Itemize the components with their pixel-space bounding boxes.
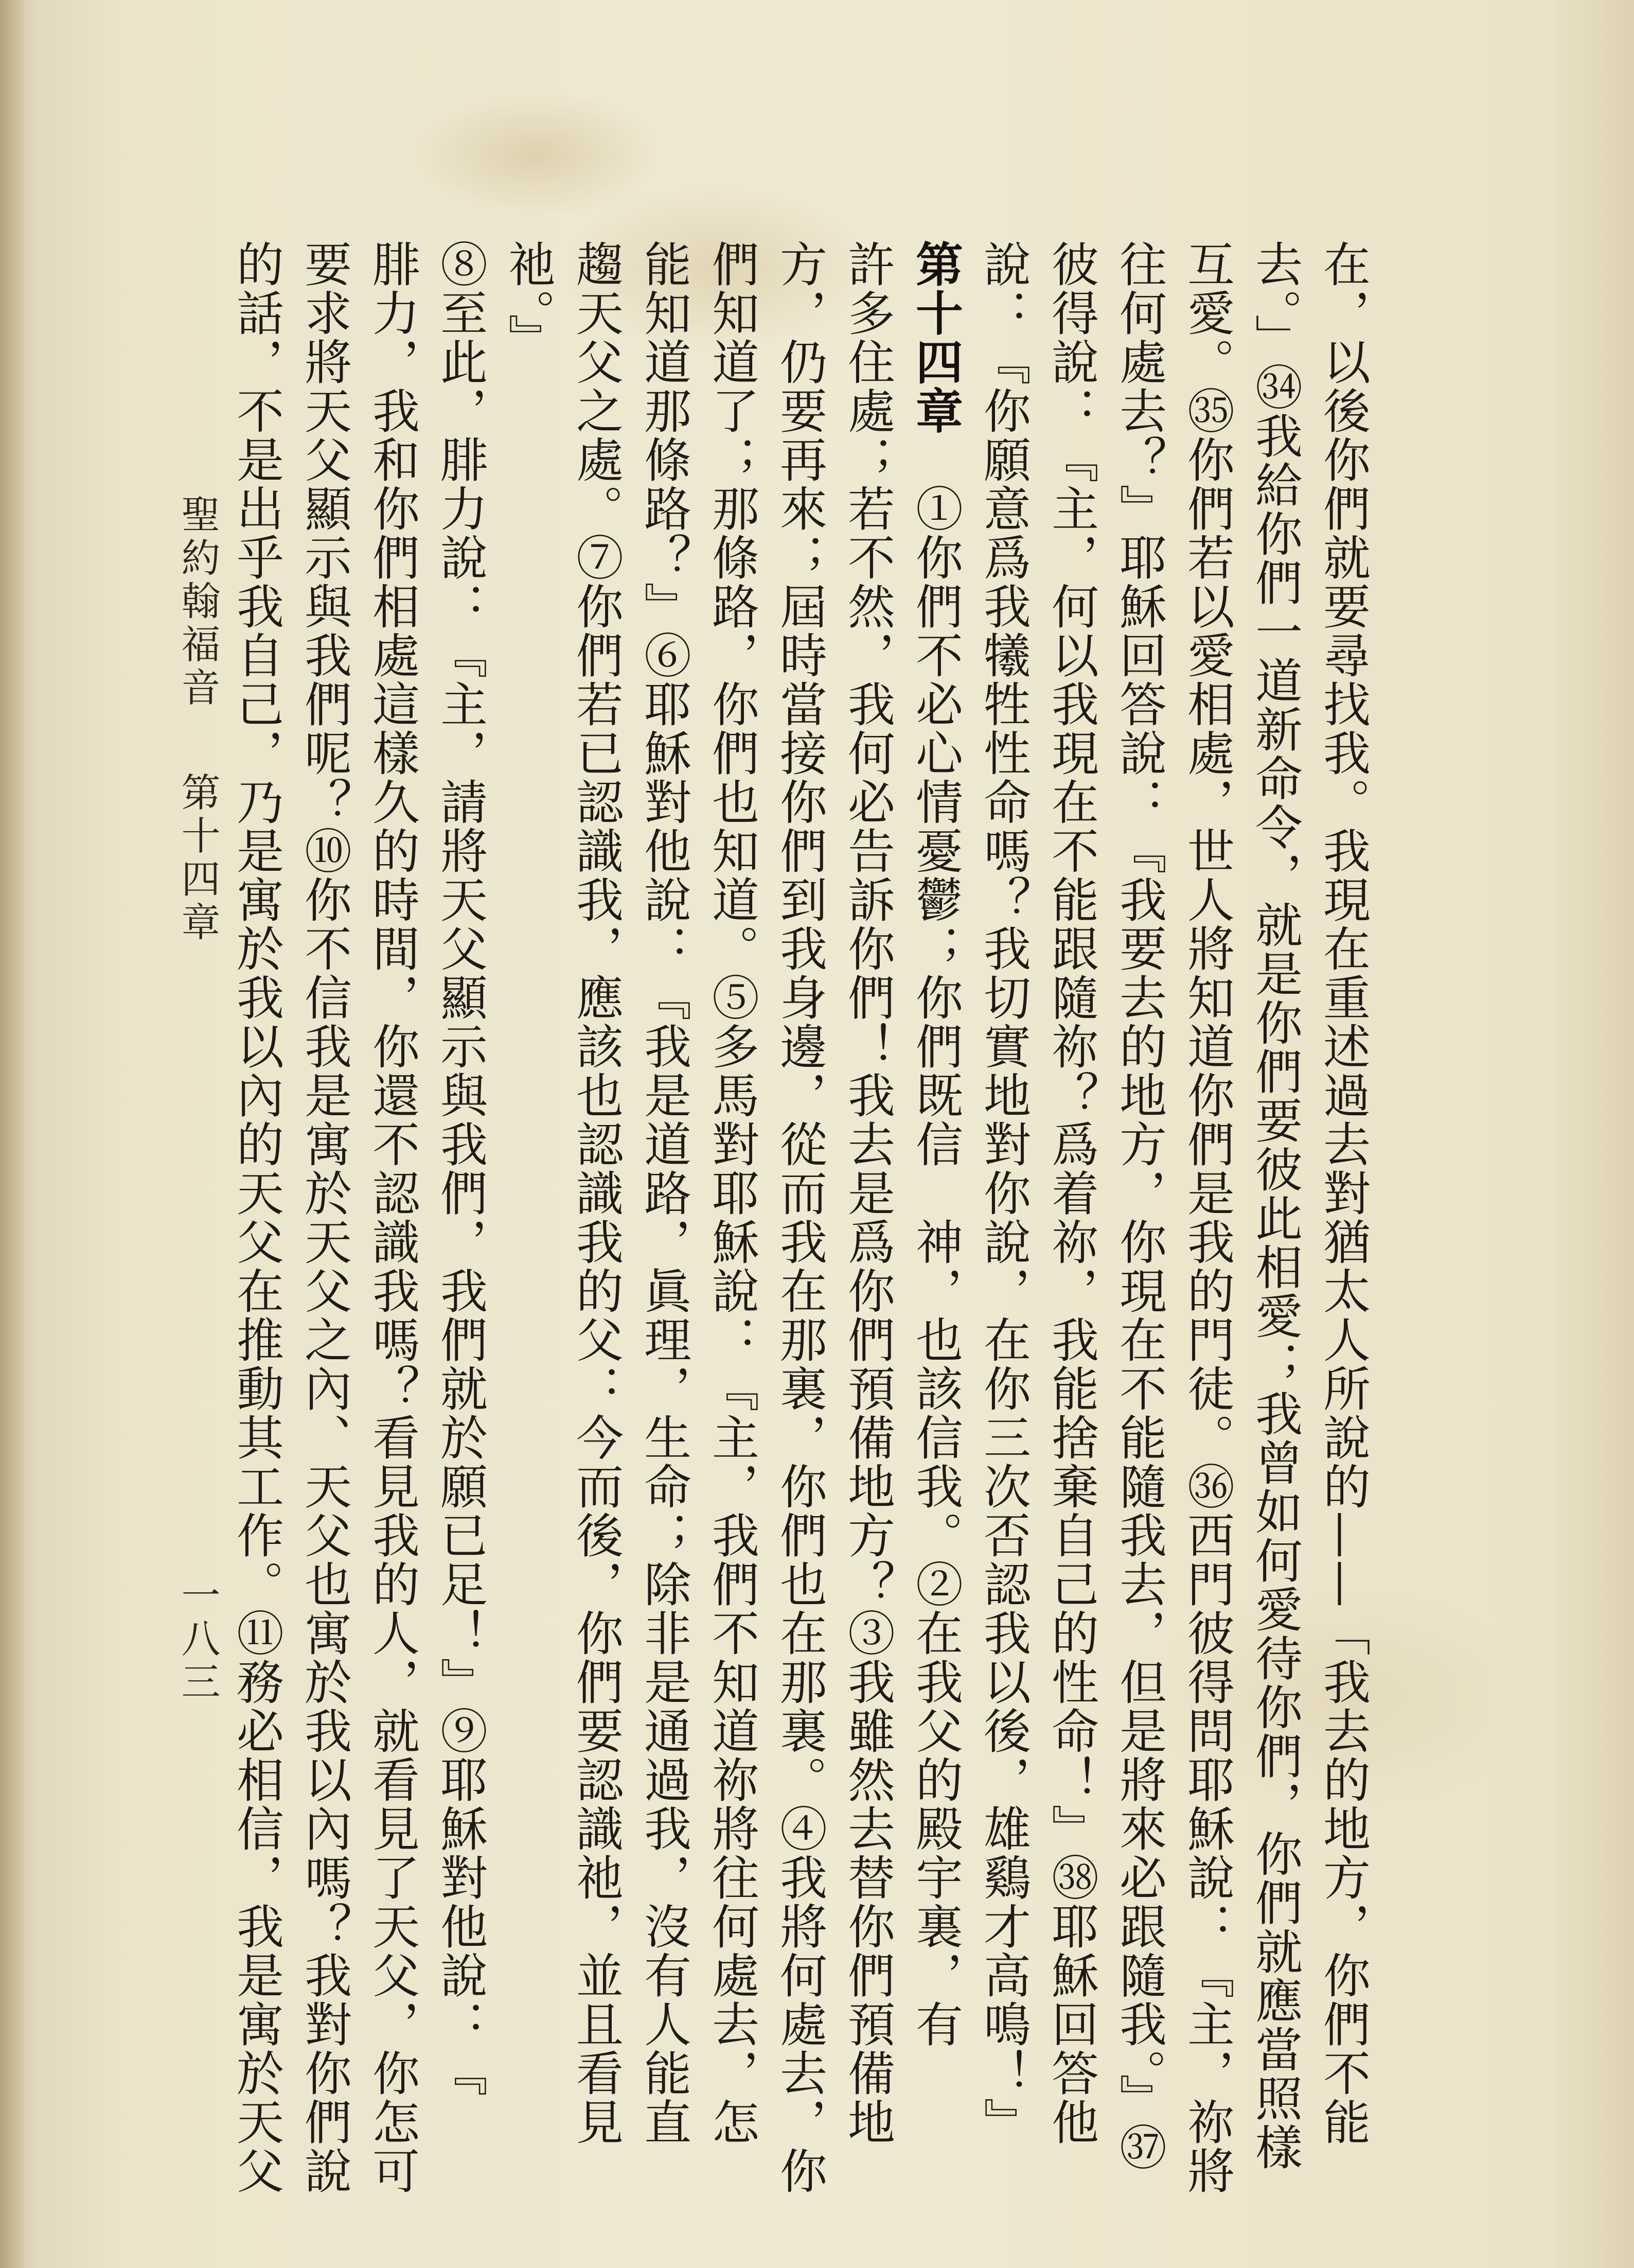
text-column [433,240,501,2098]
page-edge-shadow [0,0,24,2268]
text-column [1316,240,1384,2147]
text-column [908,240,976,2049]
text-segment: 彼得說：『主，何以我現在不能跟隨祢？爲着祢，我能捨棄自己的性命！』㊳耶穌回答他 [1044,240,1099,2147]
text-column [1180,240,1248,2195]
text-column [976,240,1044,2147]
text-segment: 要求將天父顯示與我們呢？⑩你不信我是寓於天父之內、天父也寓於我以內嗎？我對你們說 [297,240,352,2195]
text-column [365,240,433,2195]
text-column [501,240,569,2041]
text-segment: 在，以後你們就要尋找我。我現在重述過去對猶太人所說的——「我去的地方，你們不能 [1316,240,1371,2147]
text-column [297,240,365,2195]
text-segment: 方，仍要再來；屆時當接你們到我身邊，從而我在那裏，你們也在那裏。④我將何處去，你 [772,240,827,2195]
book-title: 聖約翰福音 [175,494,221,710]
text-segment: 祂。』 [501,240,556,363]
text-segment: 往何處去？』耶穌回答說：『我要去的地方，你現在不能隨我去，但是將來必跟隨我。』㊲ [1112,240,1167,2172]
text-segment: 去。」㉞我給你們一道新命令，就是你們要彼此相愛；我曾如何愛待你們，你們就應當照樣 [1248,240,1303,2172]
text-segment: 能知道那條路？』⑥耶穌對他說：『我是道路，眞理，生命；除非是通過我，沒有人能直 [636,240,691,2147]
text-segment: 許多住處；若不然，我何必告訴你們！我去是爲你們預備地方？③我雖然去替你們預備地 [840,240,895,2147]
text-column [1112,240,1180,2172]
text-segment: 們知道了；那條路，你們也知道。⑤多馬對耶穌說：『主，我們不知道祢將往何處去，怎 [704,240,759,2147]
text-column [1248,240,1316,2172]
text-column [569,240,637,2147]
text-segment: 趨天父之處。⑦你們若已認識我，應該也認識我的父：今而後，你們要認識祂，並且看見 [569,240,624,2147]
text-segment: 說：『你願意爲我犧牲性命嗎？我切實地對你說，在你三次否認我以後，雄鷄才高鳴！』 [976,240,1031,2147]
text-column [229,240,297,2195]
text-segment: ①你們不必心情憂鬱；你們既信 神，也該信我。②在我父的殿宇裏，有 [908,435,963,2049]
chapter-heading: 第十四章 [908,240,963,435]
text-column [840,240,909,2147]
text-column [636,240,705,2147]
text-segment: 的話，不是出乎我自己，乃是寓於我以內的天父在推動其工作。⑪務必相信，我是寓於天父 [229,240,284,2195]
chapter-label: 第十四章 [175,772,221,945]
text-column [772,240,841,2195]
text-column [704,240,773,2147]
body-text [229,240,1384,2195]
text-column [1044,240,1112,2147]
text-segment: 互愛。㉟你們若以愛相處，世人將知道你們是我的門徒。㊱西門彼得問耶穌說：『主，祢將 [1180,240,1235,2195]
text-segment: 腓力，我和你們相處這樣久的時間，你還不認識我嗎？看見我的人，就看見了天父，你怎可 [365,240,420,2195]
text-segment: ⑧至此，腓力說：『主，請將天父顯示與我們，我們就於願已足！』⑨耶穌對他說：『 [433,240,488,2098]
page-number: 一八三 [175,1575,221,1704]
